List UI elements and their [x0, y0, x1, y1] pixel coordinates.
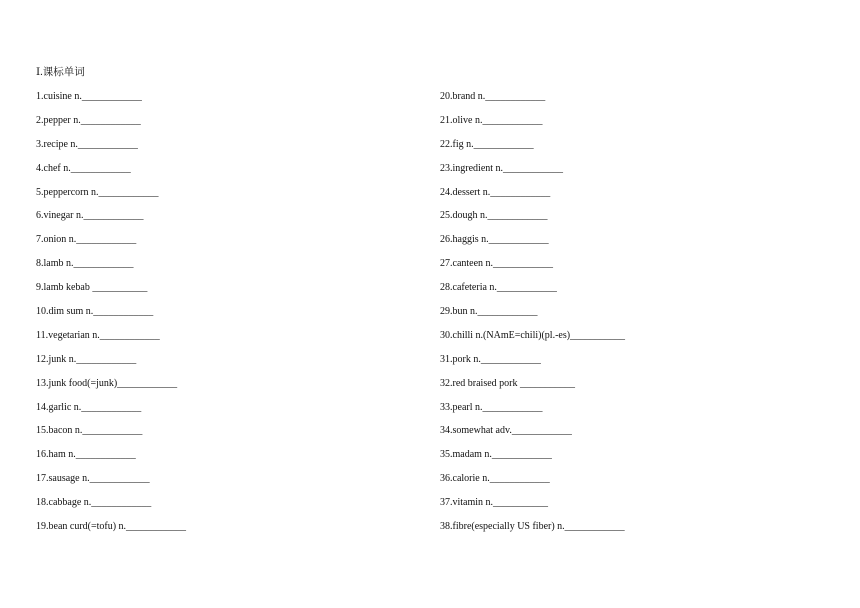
vocab-column-right: [440, 90, 625, 544]
vocab-item: 1.cuisine n.____________: [36, 91, 142, 102]
vocab-item: 38.fibre(especially US fiber) n.____________: [440, 521, 625, 533]
vocab-item: 36.calorie n.____________: [440, 473, 550, 485]
vocab-item: 21.olive n.____________: [440, 114, 543, 126]
vocab-item: 7.onion n.____________: [36, 234, 137, 246]
vocab-item: 27.canteen n.____________: [440, 258, 554, 270]
vocab-item: 2.pepper n.____________: [36, 114, 141, 126]
vocab-item: 34.somewhat adv.____________: [440, 425, 572, 437]
vocab-item: 22.fig n.____________: [440, 138, 534, 150]
vocab-item: 30.chilli n.(NAmE=chili)(pl.-es)___________: [440, 329, 626, 341]
vocab-item: 20.brand n.____________: [440, 91, 546, 102]
vocab-item: 15.bacon n.____________: [36, 425, 143, 437]
vocab-item: 13.junk food(=junk)____________: [36, 377, 178, 389]
vocab-item: 28.cafeteria n.____________: [440, 282, 557, 294]
vocab-item: 35.madam n.____________: [440, 449, 552, 461]
vocab-item: 18.cabbage n.____________: [36, 497, 152, 509]
vocab-item: 16.ham n.____________: [36, 449, 136, 461]
vocab-item: 29.bun n.____________: [440, 306, 538, 318]
vocab-item: 19.bean curd(=tofu) n.____________: [36, 521, 187, 533]
vocab-item: 4.chef n.____________: [36, 162, 131, 174]
vocab-column-left: [36, 90, 186, 544]
vocab-item: 3.recipe n.____________: [36, 138, 138, 150]
section-heading: Ⅰ.课标单词: [36, 67, 85, 78]
vocab-item: 6.vinegar n.____________: [36, 210, 144, 222]
vocab-item: 31.pork n.____________: [440, 353, 541, 365]
vocab-item: 25.dough n.____________: [440, 210, 548, 222]
vocab-item: 10.dim sum n.____________: [36, 306, 154, 318]
vocab-item: 5.peppercorn n.____________: [36, 186, 159, 198]
vocab-item: 32.red braised pork ___________: [440, 377, 575, 389]
vocab-item: 26.haggis n.____________: [440, 234, 549, 246]
vocab-item: 24.dessert n.____________: [440, 186, 551, 198]
vocab-item: 8.lamb n.____________: [36, 258, 134, 270]
vocab-item: 12.junk n.____________: [36, 353, 137, 365]
vocab-item: 23.ingredient n.____________: [440, 162, 564, 174]
vocab-item: 14.garlic n.____________: [36, 401, 142, 413]
vocab-item: 9.lamb kebab ___________: [36, 282, 148, 294]
vocab-item: 17.sausage n.____________: [36, 473, 150, 485]
vocab-item: 33.pearl n.____________: [440, 401, 543, 413]
vocab-item: 11.vegetarian n.____________: [36, 329, 160, 341]
vocab-item: 37.vitamin n.___________: [440, 497, 549, 509]
